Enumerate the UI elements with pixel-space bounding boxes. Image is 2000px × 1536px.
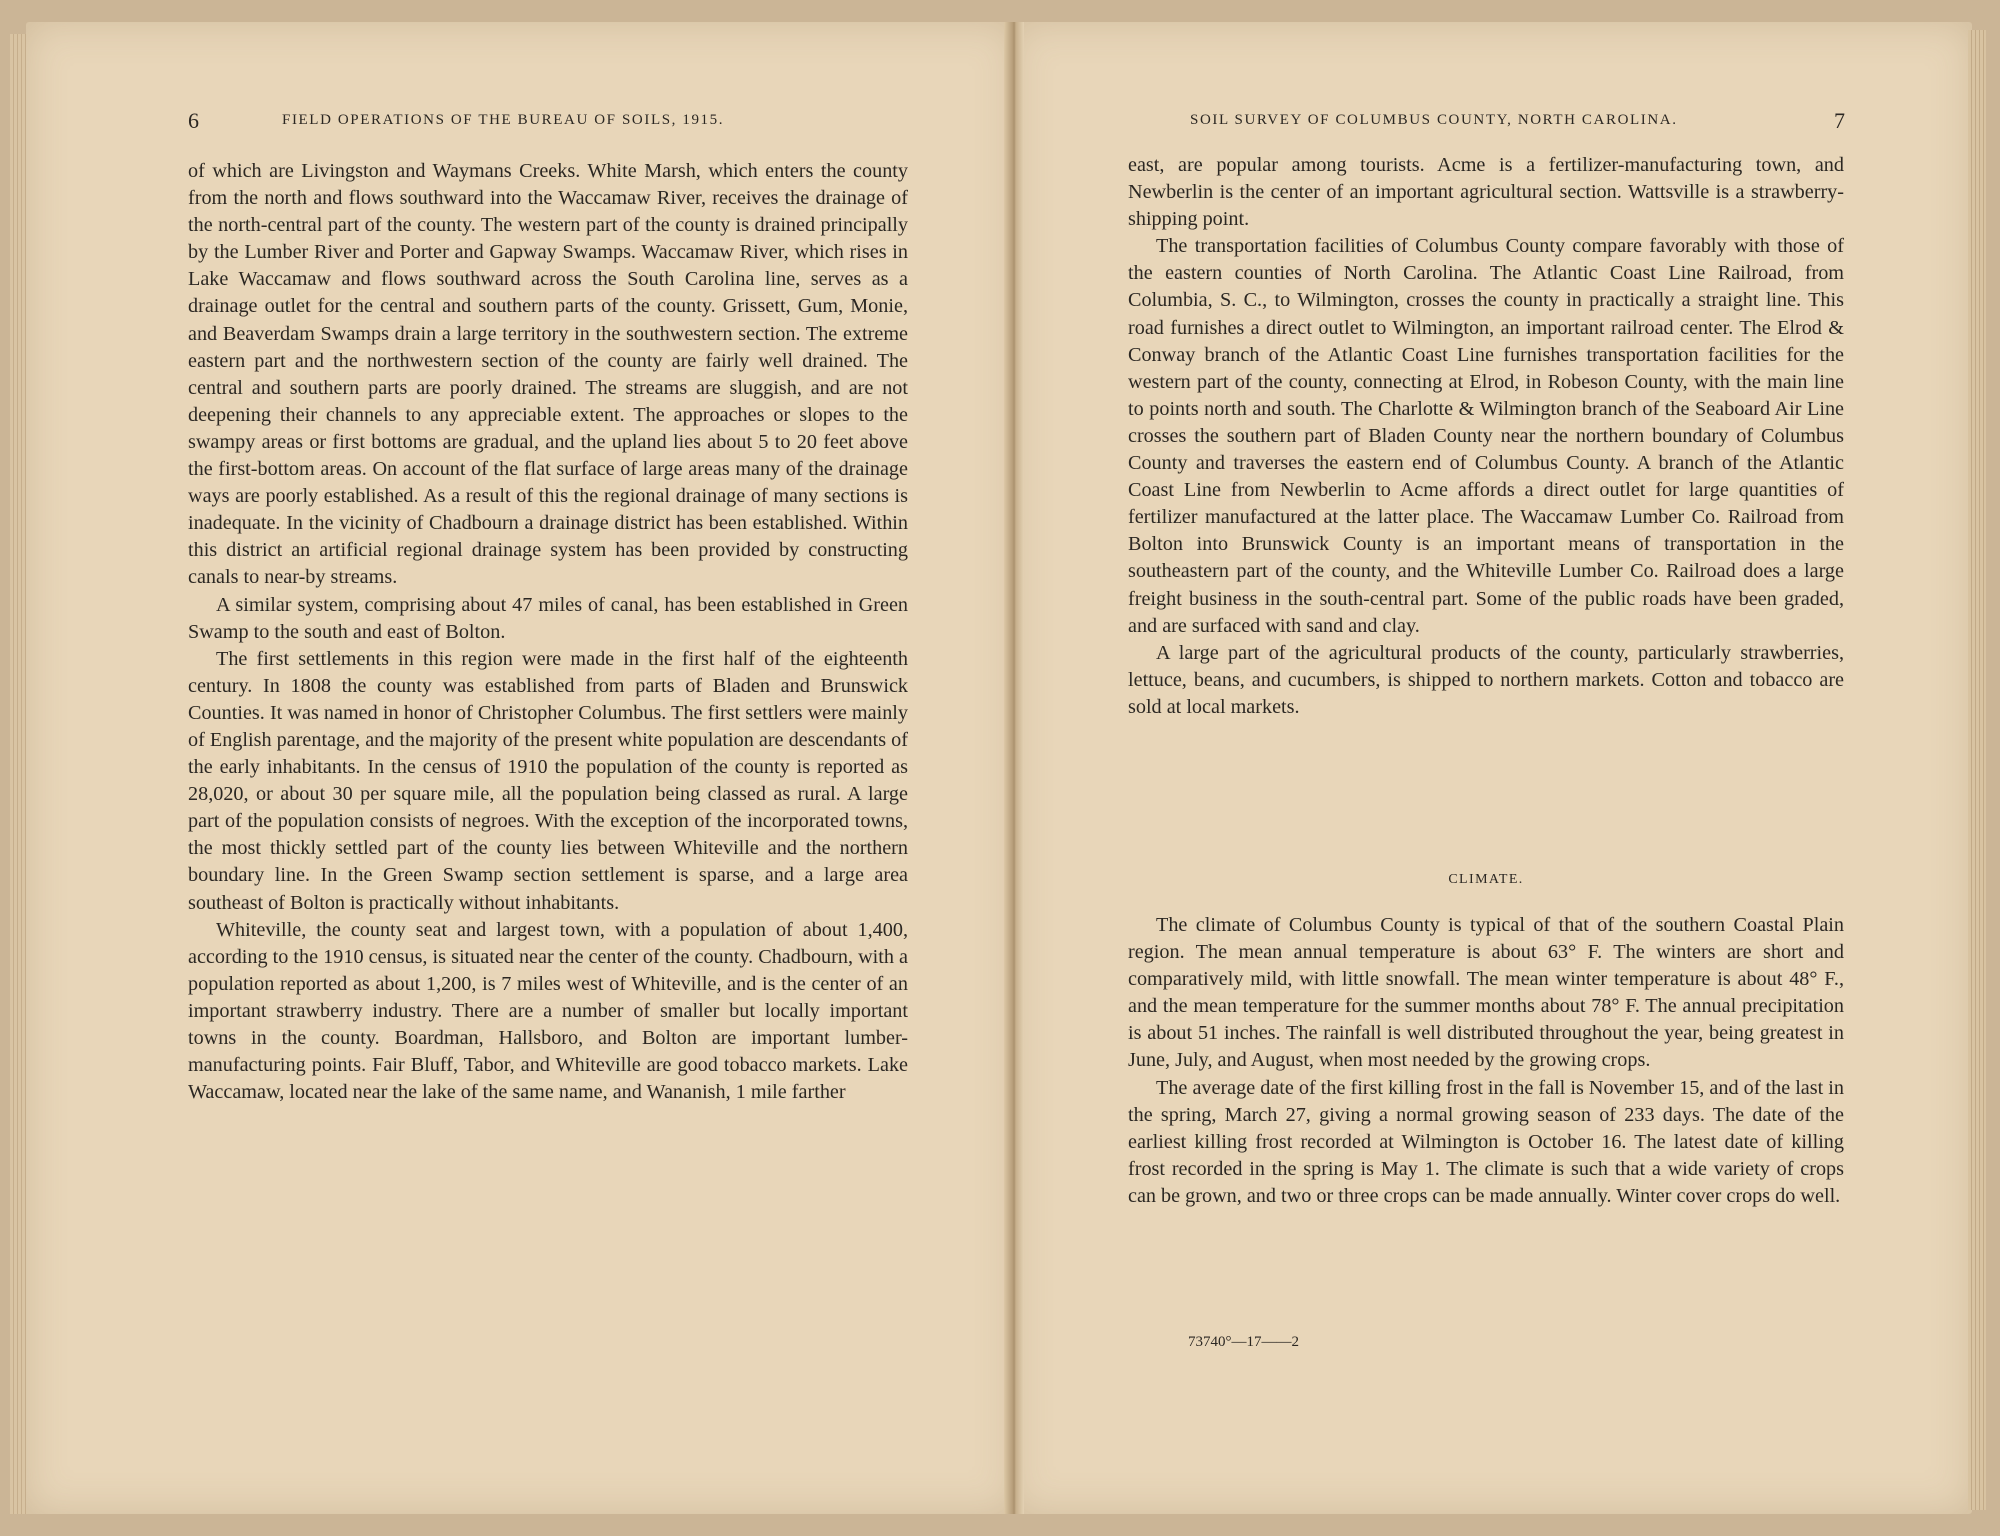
right-running-head: SOIL SURVEY OF COLUMBUS COUNTY, NORTH CAROLINA.: [1190, 112, 1678, 128]
paragraph: of which are Livingston and Waymans Creeks. White Marsh, which enters the county from the north and flows southward into the Waccamaw River, receives the drainage of the north-central part of the county. The western part of the county is drained principally by the Lumber River and Porter and Gapway Swamps. Waccamaw River, which rises in Lake Waccamaw and flows southward across the South Carolina line, serves as a drainage outlet for the central and southern parts of the county. Grissett, Gum, Monie, and Beaverdam Swamps drain a large territory in the southwestern section. The extreme eastern part and the northwestern section of the county are fairly well drained. The central and southern parts are poorly drained. The streams are sluggish, and are not deepening their channels to any appreciable extent. The approaches or slopes to the swampy areas or first bottoms are gradual, and the upland lies about 5 to 20 feet above the first-bottom areas. On account of the flat surface of large areas many of the drainage ways are poorly established. As a result of this the regional drainage of many sections is inadequate. In the vicinity of Chadbourn a drainage district has been established. Within this district an artificial regional drainage system has been provided by constructing canals to near-by streams.: [188, 160, 908, 589]
right-page-body: [1128, 152, 1844, 721]
climate-body: [1128, 912, 1844, 1210]
paragraph: A large part of the agricultural products of the county, particularly strawberries, lettuce, beans, and cucumbers, is shipped to northern markets. Cotton and tobacco are sold at local markets.: [1128, 641, 1844, 718]
paragraph: The average date of the first killing frost in the fall is November 15, and of the last in the spring, March 27, giving a normal growing season of 233 days. The date of the earliest killing frost recorded at Wilmington is October 16. The latest date of killing frost recorded in the spring is May 1. The climate is such that a wide variety of crops can be grown, and two or three crops can be made annually. Winter cover crops do well.: [1128, 1076, 1844, 1207]
page-edges-right: [1968, 30, 1986, 1510]
paragraph: A similar system, comprising about 47 miles of canal, has been established in Green Swamp to the south and east of Bolton.: [188, 593, 908, 643]
paragraph: The climate of Columbus County is typical of that of the southern Coastal Plain region. The mean annual temperature is about 63° F. The winters are short and comparatively mild, with little snowfall. The mean winter temperature is about 48° F., and the mean temperature for the summer months about 78° F. The annual precipitation is about 51 inches. The rainfall is well distributed throughout the year, being greatest in June, July, and August, when most needed by the growing crops.: [1128, 914, 1844, 1072]
book-gutter: [1004, 22, 1024, 1514]
printer-code: 73740°—17——2: [1188, 1334, 1299, 1350]
left-page-body: [188, 158, 908, 1106]
paragraph: east, are popular among tourists. Acme is a fertilizer-manufacturing town, and Newberlin is the center of an important agricultural section. Wattsville is a strawberry-shipping point.: [1128, 154, 1844, 231]
paragraph: The transportation facilities of Columbus County compare favorably with those of the eastern counties of North Carolina. The Atlantic Coast Line Railroad, from Columbia, S. C., to Wilmington, crosses the county in practically a straight line. This road furnishes a direct outlet to Wilmington, an important railroad center. The Elrod & Conway branch of the Atlantic Coast Line furnishes transportation facilities for the western part of the county, connecting at Elrod, in Robeson County, with the main line to points north and south. The Charlotte & Wilmington branch of the Seaboard Air Line crosses the southern part of Bladen County near the northern boundary of Columbus County and traverses the eastern end of Columbus County. A branch of the Atlantic Coast Line from Newberlin to Acme affords a direct outlet for large quantities of fertilizer manufactured at the latter place. The Waccamaw Lumber Co. Railroad from Bolton into Brunswick County is an important means of transportation in the southeastern part of the county, and the Whiteville Lumber Co. Railroad does a large freight business in the south-central part. Some of the public roads have been graded, and are surfaced with sand and clay.: [1128, 235, 1844, 637]
left-page-number: 6: [188, 108, 199, 133]
section-heading-climate: CLIMATE.: [1448, 872, 1524, 887]
paragraph: Whiteville, the county seat and largest town, with a population of about 1,400, according to the 1910 census, is situated near the center of the county. Chadbourn, with a population reported as about 1,200, is 7 miles west of Whiteville, and is the center of an important strawberry industry. There are a number of smaller but locally important towns in the county. Boardman, Hallsboro, and Bolton are important lumber-manufacturing points. Fair Bluff, Tabor, and Whiteville are good tobacco markets. Lake Waccamaw, located near the lake of the same name, and Wananish, 1 mile farther: [188, 918, 908, 1104]
paragraph: The first settlements in this region were made in the first half of the eighteenth century. In 1808 the county was established from parts of Bladen and Brunswick Counties. It was named in honor of Christopher Columbus. The first settlers were mainly of English parentage, and the majority of the present white population are descendants of the early inhabitants. In the census of 1910 the population of the county is reported as 28,020, or about 30 per square mile, all the population being classed as rural. A large part of the population consists of negroes. With the exception of the incorporated towns, the most thickly settled part of the county lies between Whiteville and the northern boundary line. In the Green Swamp section settlement is sparse, and a large area southeast of Bolton is practically without inhabitants.: [188, 647, 908, 914]
left-running-head: FIELD OPERATIONS OF THE BUREAU OF SOILS, 1915.: [282, 112, 725, 128]
right-page-number: 7: [1834, 108, 1845, 133]
